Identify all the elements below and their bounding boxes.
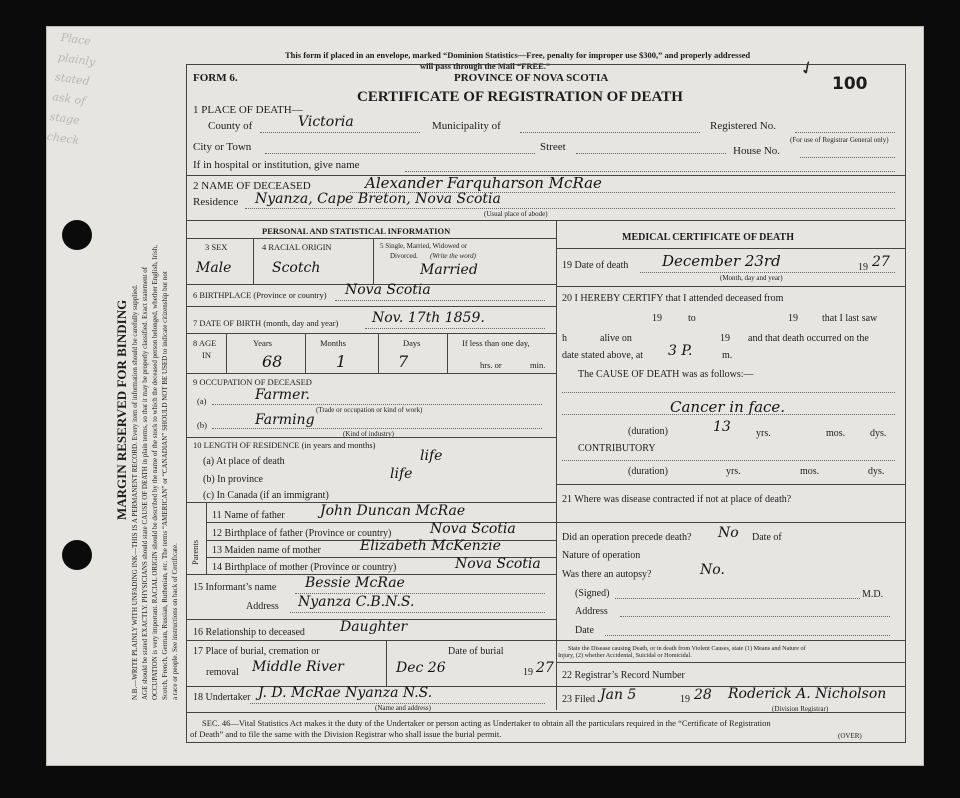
violent-note: State the Disease causing Death, or in death from Violent Causes, state (1) Means and Nature of [568, 645, 806, 652]
faint-line: plainly [57, 50, 97, 69]
rule [253, 238, 254, 284]
burial-date-value: Dec 26 [396, 660, 446, 676]
footer-text: SEC. 46—Vital Statistics Act makes it the duty of the Undertaker or person acting as Undertaker to obtain all the particulars required in the “Certificate of Registration [202, 718, 771, 728]
physician-address-label: Address [575, 606, 608, 617]
res-canada-label: (c) In Canada (if an immigrant) [203, 490, 329, 501]
res-province-value: life [390, 466, 413, 482]
racial-origin-label: 4 RACIAL ORIGIN [262, 242, 332, 252]
age-days-value: 7 [398, 352, 409, 371]
marital-note: (Write the word) [430, 252, 477, 260]
residence-label: Residence [193, 196, 239, 208]
rule [556, 286, 906, 287]
division-registrar-value: Roderick A. Nicholson [728, 686, 887, 702]
father-birthplace-label: 12 Birthplace of father (Province or country) [212, 528, 392, 539]
city-label: City or Town [193, 141, 252, 153]
registered-no-label: Registered No. [710, 120, 776, 132]
rule [620, 616, 890, 617]
date-of-death-value: December 23rd [662, 252, 781, 270]
marital-value: Married [420, 262, 478, 278]
margin-note: N.B.—WRITE PLAINLY WITH UNFADING INK—THIS IS A PERMANENT RECORD. Every item of information should be carefully supplied. [131, 284, 139, 700]
rule [556, 522, 906, 523]
res-place-label: (a) At place of death [203, 456, 285, 467]
marital-label-2: Divorced. [390, 252, 418, 260]
filed-year-value: 28 [694, 687, 712, 703]
duration-yrs-2: yrs. [726, 466, 741, 477]
occupation-note: (Trade or occupation or kind of work) [316, 406, 423, 414]
duration-value: 13 [713, 419, 731, 435]
occupation-b-label: (b) [197, 420, 207, 430]
res-province-label: (b) In province [203, 474, 263, 485]
duration-dys: dys. [870, 428, 887, 439]
rule [386, 640, 387, 686]
cert-death-occurred: and that death occurred on the [748, 333, 869, 344]
dob-value: Nov. 17th 1859. [372, 310, 485, 326]
filed-label: 23 Filed [562, 694, 596, 705]
rule [212, 428, 542, 429]
cert-h: h [562, 333, 567, 344]
deceased-name-value: Alexander Farquharson McRae [365, 174, 602, 192]
operation-nature-label: Nature of operation [562, 550, 641, 561]
months-label: Months [320, 338, 346, 348]
rule [556, 248, 906, 249]
physician-date-label: Date [575, 625, 594, 636]
cert-19-c: 19 [720, 333, 730, 344]
dod-note: (Month, day and year) [720, 274, 783, 282]
certificate-title: CERTIFICATE OF REGISTRATION OF DEATH [357, 89, 683, 105]
rule [186, 437, 556, 438]
margin-note: Scotch, French, German, Russian, Ruthenian, etc. The terms “AMERICAN” or “CANADIAN” SHOULD NOT BE USED to indicate citizenship but not [161, 271, 169, 700]
place-of-death-label: 1 PLACE OF DEATH— [193, 104, 303, 116]
informant-address-label: Address [246, 601, 279, 612]
marital-label: 5 Single, Married, Widowed or [380, 242, 468, 250]
certificate-number: 100 [832, 74, 868, 94]
informant-value: Bessie McRae [305, 575, 405, 591]
cause-value: Cancer in face. [670, 398, 786, 416]
burial-year-prefix: 19 [523, 667, 533, 678]
dob-label: 7 DATE OF BIRTH (month, day and year) [193, 318, 339, 328]
industry-note: (Kind of industry) [343, 430, 394, 438]
rule [605, 635, 890, 636]
rule [212, 404, 542, 405]
informant-label: 15 Informant’s name [193, 582, 277, 593]
res-place-value: life [420, 448, 443, 464]
burial-place-value: Middle River [252, 659, 344, 675]
registrar-note: (For use of Registrar General only) [790, 136, 889, 144]
racial-origin-value: Scotch [272, 260, 321, 276]
cert-m: m. [722, 350, 733, 361]
binding-hole [62, 540, 92, 570]
hrs-label: hrs. or [480, 360, 502, 370]
mother-name-value: Elizabeth McKenzie [360, 538, 501, 554]
rule [556, 484, 906, 485]
cert-19-a: 19 [652, 313, 662, 324]
faint-line: Place [59, 30, 92, 48]
age-years-value: 68 [262, 352, 283, 371]
county-label: County of [208, 120, 253, 132]
rule [556, 662, 906, 663]
rule [373, 238, 374, 284]
burial-date-label: Date of burial [448, 646, 504, 657]
rule [378, 333, 379, 373]
age-label-in: IN [202, 350, 211, 360]
rule [640, 272, 895, 273]
faint-line: ask of [51, 90, 87, 108]
duration-yrs: yrs. [756, 428, 771, 439]
faint-line: stated [54, 70, 91, 89]
mother-name-label: 13 Maiden name of mother [212, 545, 321, 556]
binding-hole [62, 220, 92, 250]
years-label: Years [253, 338, 272, 348]
footer-text-2: of Death” and to file the same with the Division Registrar who shall issue the burial permit. [190, 729, 502, 739]
rule [290, 612, 545, 613]
rule [265, 153, 535, 154]
burial-year-value: 27 [536, 660, 554, 676]
father-birthplace-value: Nova Scotia [430, 521, 516, 537]
margin-note: a race or people. See instructions on back of Certificate. [171, 543, 179, 700]
rule [305, 333, 306, 373]
min-label: min. [530, 360, 546, 370]
faint-line: stage [48, 110, 81, 128]
age-label: 8 AGE [193, 338, 217, 348]
rule [405, 171, 895, 172]
operation-date-label: Date of [752, 532, 782, 543]
md-label: M.D. [862, 589, 884, 600]
house-no-label: House No. [733, 145, 781, 157]
cert-date-stated: date stated above, at [562, 350, 644, 361]
occupation-label: 9 OCCUPATION OF DECEASED [193, 377, 312, 387]
rule [206, 502, 207, 574]
rule [520, 132, 700, 133]
rule [447, 333, 448, 373]
check-mark-icon: ✓ [796, 55, 819, 81]
cert-alive-on: alive on [600, 333, 632, 344]
cert-to: to [688, 313, 696, 324]
registrar-record-label: 22 Registrar’s Record Number [562, 670, 685, 681]
rule [186, 640, 906, 641]
margin-binding-text: MARGIN RESERVED FOR BINDING [114, 299, 129, 520]
rule [226, 333, 227, 373]
province-heading: PROVINCE OF NOVA SCOTIA [454, 72, 609, 84]
rule [615, 598, 860, 599]
duration-label: (duration) [628, 426, 668, 437]
rule [186, 306, 556, 307]
faint-line: check [46, 129, 81, 148]
form-number: FORM 6. [193, 72, 238, 84]
burial-removal-label: removal [206, 667, 239, 678]
filed-value: Jan 5 [600, 687, 637, 703]
abode-note: (Usual place of abode) [484, 210, 548, 218]
rule [186, 220, 906, 221]
personal-heading: PERSONAL AND STATISTICAL INFORMATION [262, 226, 451, 236]
undertaker-value: J. D. McRae Nyanza N.S. [258, 685, 433, 701]
duration-label-2: (duration) [628, 466, 668, 477]
days-label: Days [403, 338, 421, 348]
county-value: Victoria [298, 114, 354, 130]
cert-19-b: 19 [788, 313, 798, 324]
rule [335, 300, 545, 301]
rule [365, 328, 545, 329]
industry-value: Farming [255, 412, 315, 428]
autopsy-value: No. [700, 562, 725, 578]
mail-notice: This form if placed in an envelope, marked “Dominion Statistics—Free, penalty for improper use $300,” and properly addressed [285, 50, 751, 60]
column-divider [556, 220, 557, 710]
top-rule [186, 64, 906, 65]
signed-label: (Signed) [575, 588, 610, 599]
father-name-value: John Duncan McRae [320, 503, 466, 519]
death-year-value: 27 [872, 254, 890, 270]
rule [562, 392, 895, 393]
medical-heading: MEDICAL CERTIFICATE OF DEATH [622, 232, 794, 243]
relationship-value: Daughter [340, 619, 408, 635]
mother-birthplace-label: 14 Birthplace of mother (Province or country) [212, 562, 397, 573]
rule [562, 460, 895, 461]
margin-note: OCCUPATION is very important. RACIAL ORIGIN should be described by the name of the stock to which the deceased person belonged, whether English, Irish, [151, 245, 159, 700]
where-contracted-label: 21 Where was disease contracted if not at place of death? [562, 494, 792, 505]
date-of-death-label: 19 Date of death [562, 260, 629, 271]
birthplace-value: Nova Scotia [345, 282, 431, 298]
occupation-a-label: (a) [197, 396, 207, 406]
street-label: Street [540, 141, 566, 153]
sex-value: Male [196, 260, 232, 276]
parents-side-label: Parents [190, 539, 200, 565]
undertaker-label: 18 Undertaker [193, 692, 251, 703]
violent-note-2: Injury, (2) whether Accidental, Suicidal or Homicidal. [558, 652, 692, 659]
burial-place-label: 17 Place of burial, cremation or [193, 646, 320, 657]
less-one-day-label: If less than one day, [462, 338, 530, 348]
time-of-death-value: 3 P. [668, 343, 693, 359]
over-label: (OVER) [838, 732, 862, 740]
rule [186, 373, 556, 374]
rule [800, 157, 895, 158]
autopsy-label: Was there an autopsy? [562, 569, 652, 580]
cause-label: The CAUSE OF DEATH was as follows:— [578, 369, 754, 380]
death-year-prefix: 19 [858, 262, 868, 273]
margin-note: AGE should be stated EXACTLY. PHYSICIANS should state CAUSE OF DEATH in plain terms, so that it may be properly classified. Exact statement of [141, 266, 149, 700]
municipality-label: Municipality of [432, 120, 501, 132]
contributory-label: CONTRIBUTORY [578, 443, 656, 454]
rule [260, 132, 420, 133]
residence-length-label: 10 LENGTH OF RESIDENCE (in years and months) [193, 440, 376, 450]
duration-dys-2: dys. [868, 466, 885, 477]
certify-label: 20 I HEREBY CERTIFY that I attended deceased from [562, 293, 784, 304]
mother-birthplace-value: Nova Scotia [455, 556, 541, 572]
division-registrar-note: (Division Registrar) [772, 705, 829, 713]
occupation-value: Farmer. [255, 387, 310, 403]
operation-value: No [718, 525, 739, 541]
father-name-label: 11 Name of father [212, 510, 285, 521]
rule [576, 153, 726, 154]
cert-last-saw: that I last saw [822, 313, 878, 324]
relationship-label: 16 Relationship to deceased [193, 627, 305, 638]
hospital-label: If in hospital or institution, give name [193, 159, 360, 171]
duration-mos: mos. [826, 428, 846, 439]
rule [562, 414, 895, 415]
rule [245, 208, 895, 209]
informant-address-value: Nyanza C.B.N.S. [298, 594, 415, 610]
rule [795, 132, 895, 133]
bottom-rule [186, 742, 906, 743]
residence-value: Nyanza, Cape Breton, Nova Scotia [255, 191, 501, 207]
sex-label: 3 SEX [205, 242, 228, 252]
mail-notice-free: will pass through the Mail “FREE.” [420, 61, 551, 71]
deceased-name-label: 2 NAME OF DECEASED [193, 180, 311, 192]
undertaker-note: (Name and address) [375, 704, 431, 712]
rule [186, 333, 556, 334]
birthplace-label: 6 BIRTHPLACE (Province or country) [193, 290, 327, 300]
age-months-value: 1 [336, 352, 347, 371]
operation-label: Did an operation precede death? [562, 532, 692, 543]
duration-mos-2: mos. [800, 466, 820, 477]
filed-year-prefix: 19 [680, 694, 690, 705]
rule [186, 238, 556, 239]
